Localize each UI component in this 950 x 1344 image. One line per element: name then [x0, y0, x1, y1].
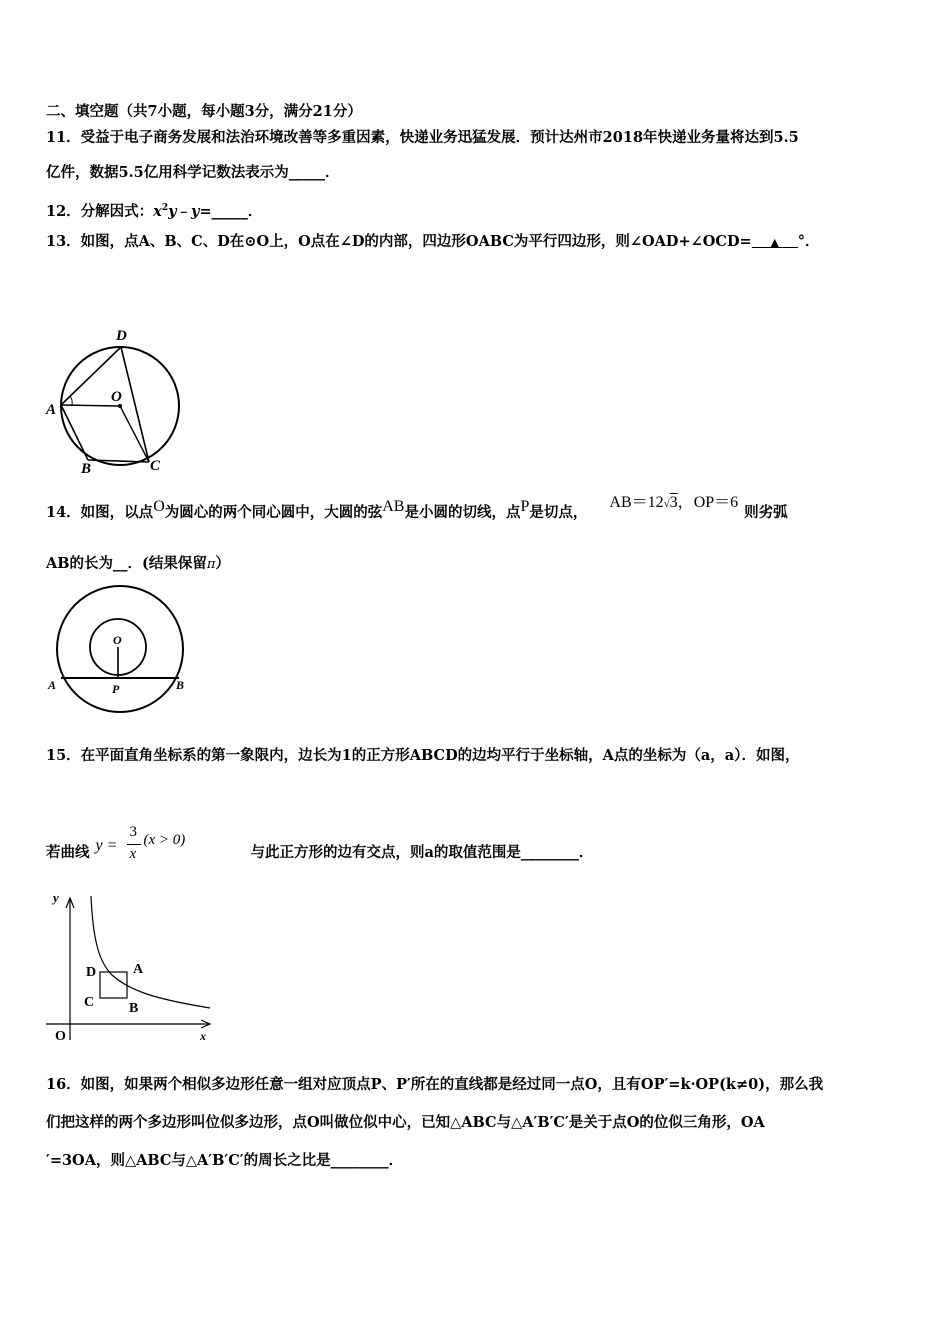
q15-hyperbola [91, 896, 210, 1008]
q14-label-o: O [113, 633, 122, 647]
q15-y-eq: y = [95, 837, 118, 854]
q14-line2 [46, 555, 230, 574]
q13-label-o: O [111, 389, 122, 405]
q14-cond1: AB＝12 [609, 494, 664, 511]
q14-o: O [153, 498, 165, 515]
q15-condition: (x > 0) [143, 832, 186, 848]
q15-formula [96, 825, 251, 865]
q13-label-c: C [150, 458, 161, 474]
q16-line1: 16．如图，如果两个相似多边形任意一组对应顶点P、P′所在的直线都是经过同一点O，且有OP′=k·OP(k≠0)，那么我 [46, 1076, 824, 1093]
q15-label-b: B [129, 1001, 139, 1016]
q13-seg-bc [88, 460, 149, 462]
q14-line2-text: AB的长为__．(结果保留 [46, 555, 207, 572]
q13-seg-ab [61, 405, 88, 460]
q15-line2 [46, 824, 594, 873]
q12-minus: ﹣ [176, 202, 192, 220]
q14-condition: AB＝12√3，OP＝6 [609, 494, 739, 511]
q15-prefix: 若曲线 [46, 844, 90, 861]
q14-comma: ， [677, 494, 694, 511]
q16-line2: 们把这样的两个多边形叫位似多边形，点O叫做位似中心，已知△ABC与△A′B′C′是关于点O的位似三角形，OA [46, 1114, 765, 1131]
q14-ab: AB [382, 498, 405, 515]
q13-seg-ao [61, 405, 120, 406]
q14-line1 [46, 494, 788, 523]
q15-line1: 15．在平面直角坐标系的第一象限内，边长为1的正方形ABCD的边均平行于坐标轴，A点的坐标为（a，a）．如图， [46, 747, 800, 764]
q11-line1: 11．受益于电子商务发展和法治环境改善等多重因素，快递业务迅猛发展．预计达州市2018年快递业务量将达到5.5 [46, 129, 799, 146]
q15-label-o: O [55, 1029, 66, 1044]
q14-label-p: P [112, 682, 120, 696]
q12-exp: 2 [161, 203, 169, 213]
q11-line2: 亿件，数据5.5亿用科学记数法表示为_____． [46, 164, 340, 181]
q12-y1: y [168, 202, 177, 220]
q14-part2: 为圆心的两个同心圆中，大圆的弦 [164, 504, 383, 521]
q12-prefix: 12．分解因式： [46, 202, 154, 220]
q13-answer-blank [752, 233, 798, 248]
q14-big-circle [57, 586, 183, 712]
q13-label-d: D [116, 328, 127, 344]
q14-sqrt-arg: 3 [669, 494, 678, 511]
q14-part3: 是小圆的切线，点 [404, 504, 521, 521]
q15-label-a: A [133, 962, 144, 977]
q13-text: 13．如图，点A、B、C、D在⊙O上，O点在∠D的内部，四边形OABC为平行四边形，则∠OAD+∠OCD= [46, 233, 752, 250]
q13-answer-mark: ▲ [770, 236, 779, 249]
q15-numerator: 3 [129, 824, 137, 840]
q15-label-y: y [53, 890, 59, 905]
q12-x: x [153, 202, 162, 220]
q13-seg-oc [120, 406, 149, 462]
section-title: 二、填空题（共7小题，每小题3分，满分21分） [46, 103, 362, 120]
q15-label-d: D [86, 965, 97, 980]
q14-label-a: A [48, 678, 57, 692]
q14-figure [40, 582, 200, 716]
q14-line2-end: ） [215, 555, 230, 572]
q15-label-c: C [84, 995, 95, 1010]
q14-part4: 是切点， [529, 504, 588, 521]
q13-seg-dc [121, 347, 149, 462]
q13-figure [40, 322, 200, 478]
q13-angle-arc [70, 396, 72, 405]
q14-part1: 14．如图，以点 [46, 504, 154, 521]
q13-question [46, 233, 819, 251]
q14-cond2: OP＝6 [693, 494, 739, 511]
q12-suffix: =_____． [199, 202, 263, 220]
q13-suffix: °． [797, 233, 820, 250]
q14-label-b: B [176, 678, 185, 692]
q13-label-b: B [81, 461, 92, 477]
q15-suffix: 与此正方形的边有交点，则a的取值范围是________． [250, 844, 594, 861]
q14-p: P [520, 498, 530, 515]
q15-figure [40, 888, 220, 1050]
q15-denominator: x [129, 846, 137, 862]
q12 [46, 199, 262, 221]
q15-label-x: x [200, 1029, 206, 1043]
q14-part5: 则劣弧 [744, 504, 788, 521]
q12-y2: y [191, 202, 200, 220]
q14-pi: π [206, 557, 216, 572]
q16-line3: ′=3OA，则△ABC与△A′B′C′的周长之比是________． [46, 1152, 404, 1169]
q13-label-a: A [46, 402, 57, 418]
